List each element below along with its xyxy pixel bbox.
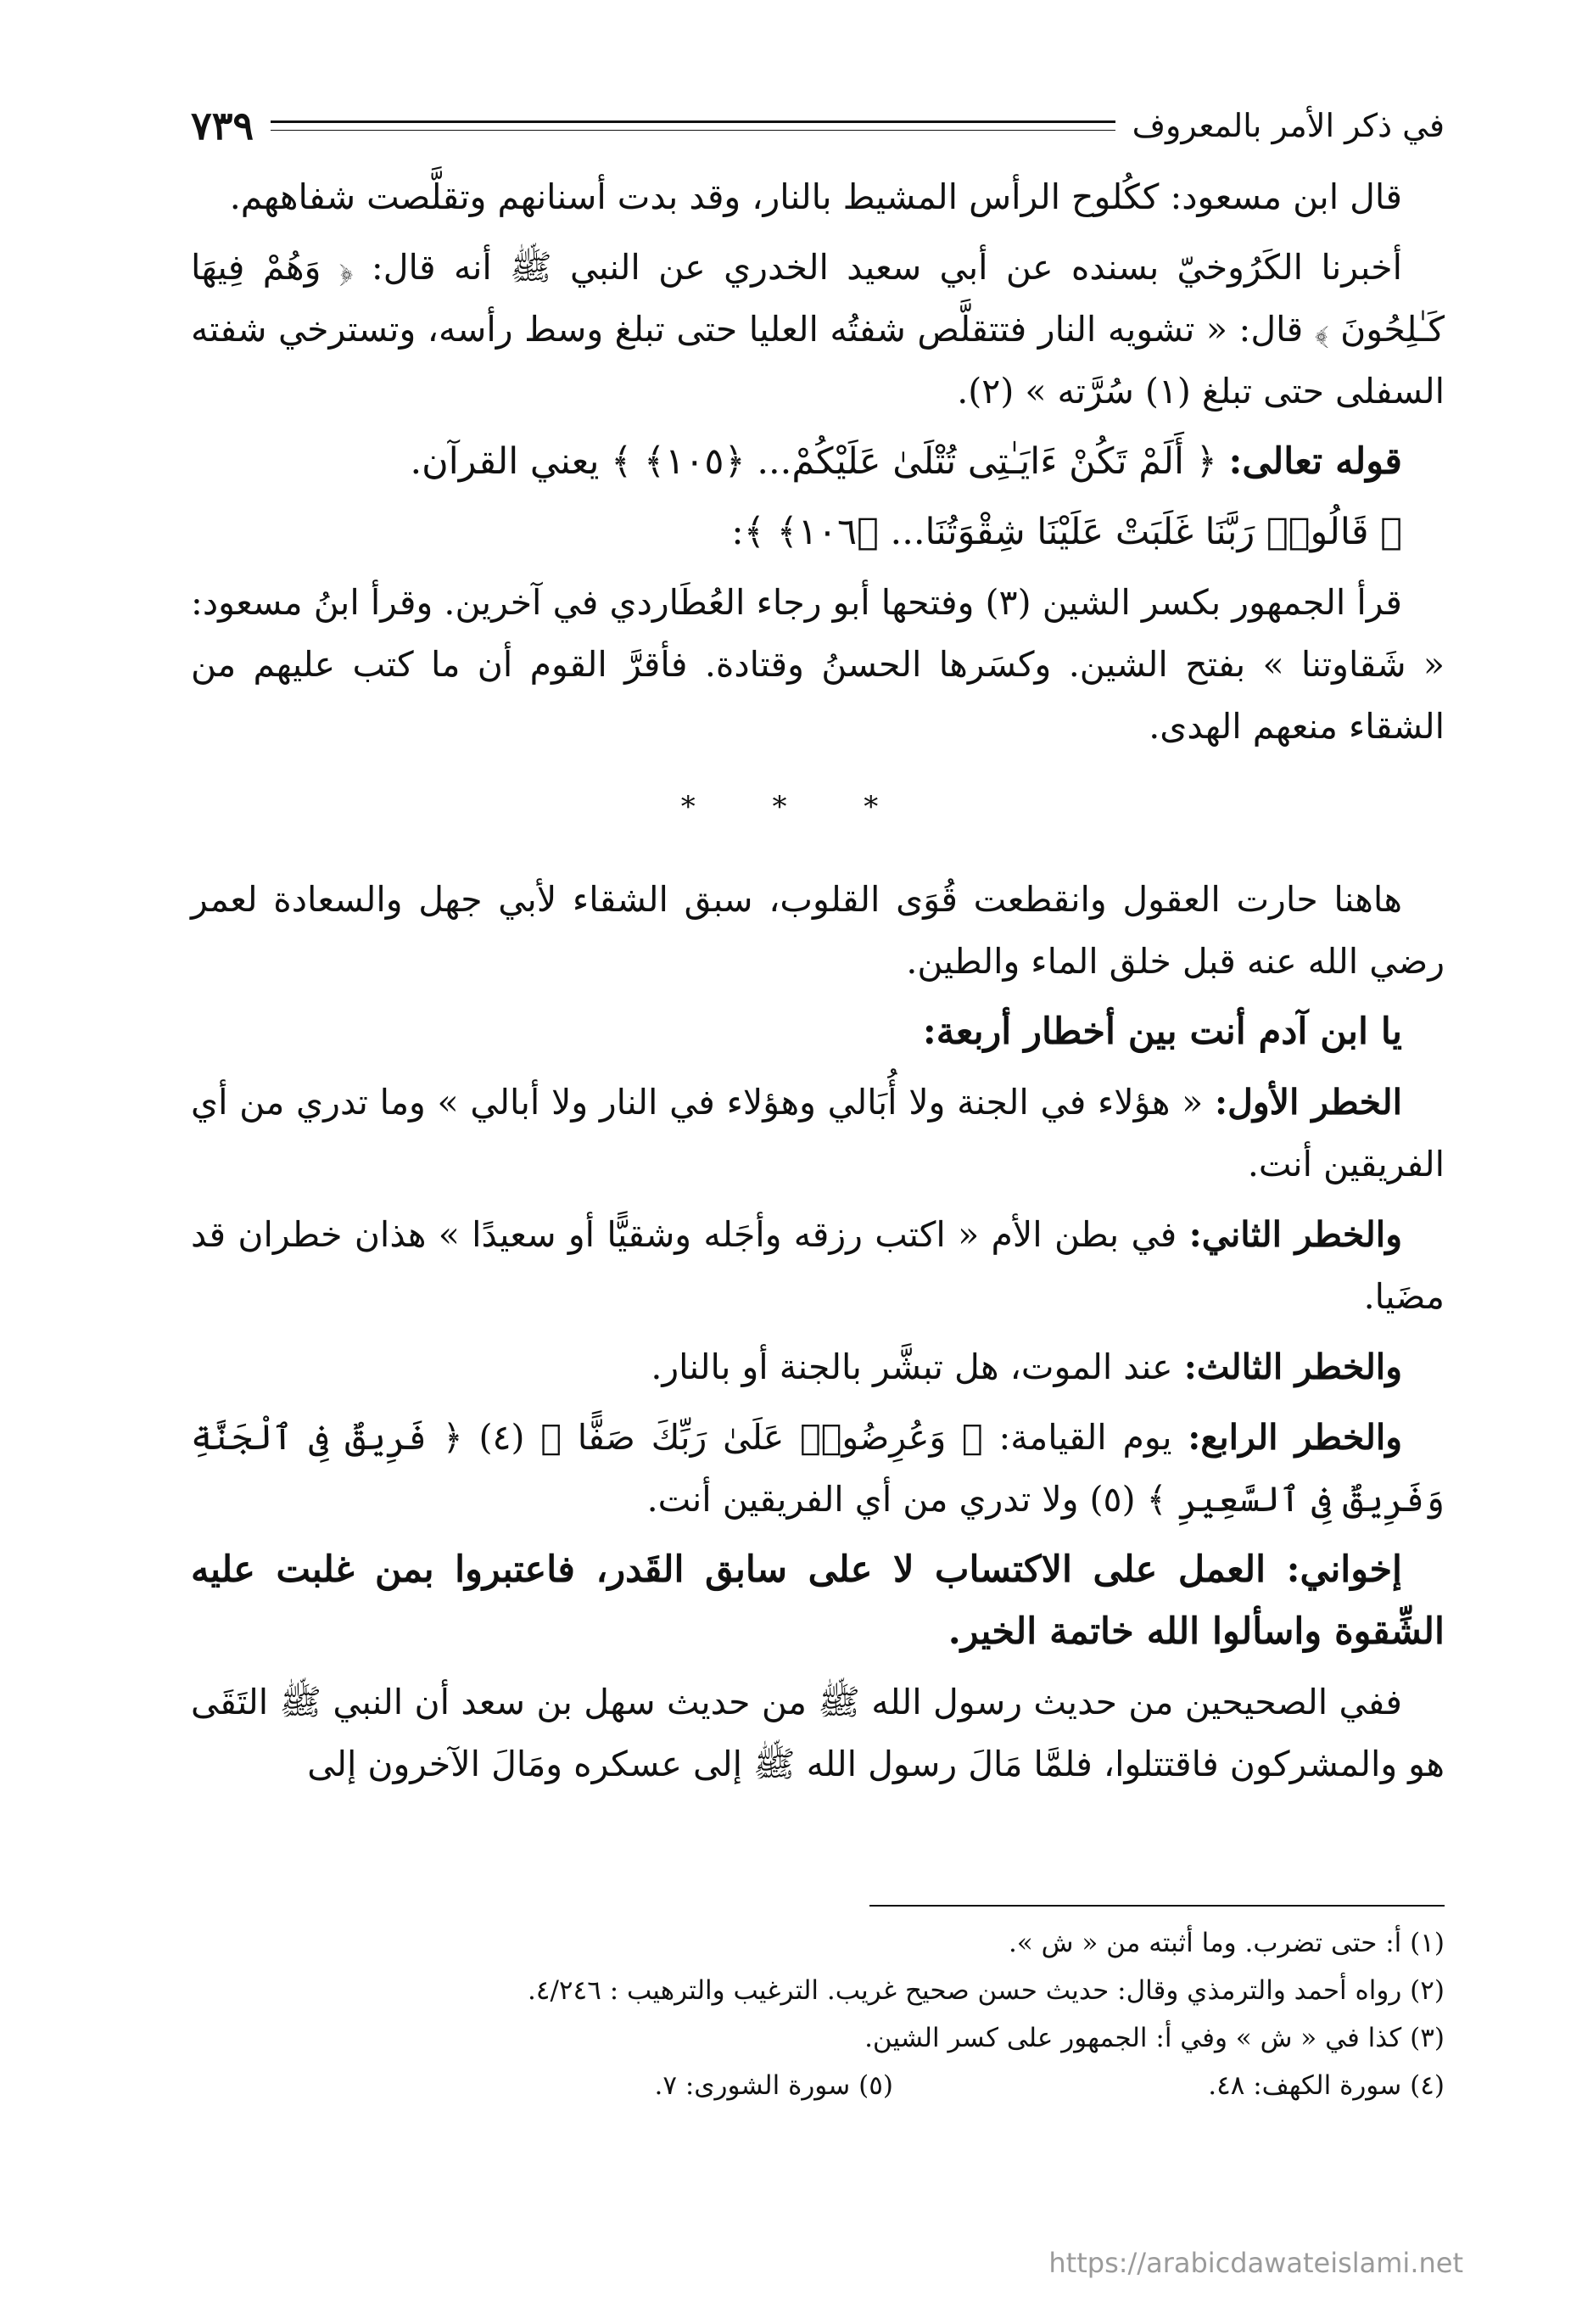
footnote-3: (٣) كذا في « ش » وفي أ: الجمهور على كسر الشين. <box>864 2023 1445 2053</box>
page-header <box>191 100 1445 151</box>
paragraph-4: ﴿ قَالُوا۟ رَبَّنَا غَلَبَتْ عَلَيْنَا شِقْوَتُنَا... ﴿١٠٦﴾ ﴾: <box>731 511 1402 553</box>
footnotes <box>191 1919 1445 2109</box>
paragraph-11-lead: والخطر الرابع: <box>1188 1417 1403 1458</box>
paragraph-5: قرأ الجمهور بكسر الشين (٣) وفتحها أبو رجاء العُطَاردي في آخرين. وقرأ ابنُ مسعود: « شَقاوتنا » بفتح الشين. وكسَرها الحسنُ وقتادة. فأقرَّ القوم أن ما كتب عليهم من الشقاء منعهم الهدى. <box>191 582 1445 747</box>
page-number: ٧٣٩ <box>191 103 254 148</box>
watermark-url: https://arabicdawateislami.net <box>1048 2247 1463 2279</box>
paragraph-12: إخواني: العمل على الاكتساب لا على سابق القَدر، فاعتبروا بمن غلبت عليه الشِّقوة واسألوا الله خاتمة الخير. <box>191 1548 1445 1653</box>
paragraph-13: ففي الصحيحين من حديث رسول الله ﷺ من حديث سهل بن سعد أن النبي ﷺ التَقَى هو والمشركون فاقتتلوا، فلمَّا مَالَ رسول الله ﷺ إلى عسكره ومَالَ الآخرون إلى <box>191 1682 1445 1784</box>
paragraph-1: قال ابن مسعود: ككُلوح الرأس المشيط بالنار، وقد بدت أسنانهم وتقلَّصت شفاههم. <box>229 176 1402 217</box>
footnote-5: (٥) سورة الشورى: ٧. <box>654 2070 893 2101</box>
paragraph-3 <box>191 431 1445 493</box>
paragraph-6: هاهنا حارت العقول وانقطعت قُوَى القلوب، سبق الشقاء لأبي جهل والسعادة لعمر رضي الله عنه قبل خلق الماء والطين. <box>191 879 1445 982</box>
footnote-row <box>191 2062 1445 2109</box>
footnote-1: (١) أ: حتى تضرب. وما أثبته من « ش ». <box>1008 1928 1445 1958</box>
paragraph-8-lead: الخطر الأول: <box>1214 1082 1402 1123</box>
header-rule <box>271 120 1115 131</box>
paragraph-10-text: عند الموت، هل تبشَّر بالجنة أو بالنار. <box>651 1347 1184 1387</box>
paragraph-8 <box>191 1072 1445 1196</box>
main-text <box>191 166 1445 1804</box>
paragraph-3-text: ﴿ أَلَمْ تَكُنْ ءَايَـٰتِى تُتْلَىٰ عَلَيْكُمْ... ﴿١٠٥﴾ ﴾ يعني القرآن. <box>410 440 1229 483</box>
paragraph-3-lead: قوله تعالى: <box>1228 440 1402 483</box>
paragraph-10-lead: والخطر الثالث: <box>1183 1347 1402 1387</box>
running-title: في ذكر الأمر بالمعروف <box>1132 107 1445 144</box>
section-separator: * * * <box>680 790 913 824</box>
footnote-4: (٤) سورة الكهف: ٤٨. <box>1208 2070 1445 2101</box>
paragraph-10 <box>191 1336 1445 1398</box>
paragraph-9 <box>191 1204 1445 1328</box>
paragraph-7-heading: يا ابن آدم أنت بين أخطار أربعة: <box>922 1011 1402 1053</box>
footnote-2: (٢) رواه أحمد والترمذي وقال: حديث حسن صحيح غريب. الترغيب والترهيب : ٤/٢٤٦. <box>527 1975 1445 2006</box>
paragraph-2: أخبرنا الكَرُوخيّ بسنده عن أبي سعيد الخدري عن النبي ﷺ أنه قال: ﴿ وَهُمْ فِيهَا كَـٰلِحُونَ ﴾ قال: « تشويه النار فتتقلَّص شفتُه العليا حتى تبلغ وسط رأسه، وتسترخي شفته السفلى حتى تبلغ (١) سُرَّته » (٢). <box>191 247 1445 412</box>
paragraph-11-text: يوم القيامة: ﴿ وَعُرِضُوا۟ عَلَىٰ رَبِّكَ صَفًّا ﴾ (٤) ﴿ فَرِيقٌ فِى ٱلْجَنَّةِ وَفَرِيقٌ فِى ٱلسَّعِيرِ ﴾ (٥) ولا تدري من أي الفريقين أنت. <box>191 1417 1445 1520</box>
paragraph-9-lead: والخطر الثاني: <box>1188 1214 1402 1255</box>
paragraph-8-text: « هؤلاء في الجنة ولا أُبَالي وهؤلاء في النار ولا أبالي » وما تدري من أي الفريقين أنت. <box>191 1082 1445 1184</box>
paragraph-11 <box>191 1407 1445 1531</box>
footnote-rule <box>869 1905 1445 1907</box>
paragraph-9-text: في بطن الأم « اكتب رزقه وأجَله وشقيًّا أو سعيدًا » هذان خطران قد مضَيا. <box>191 1214 1445 1317</box>
